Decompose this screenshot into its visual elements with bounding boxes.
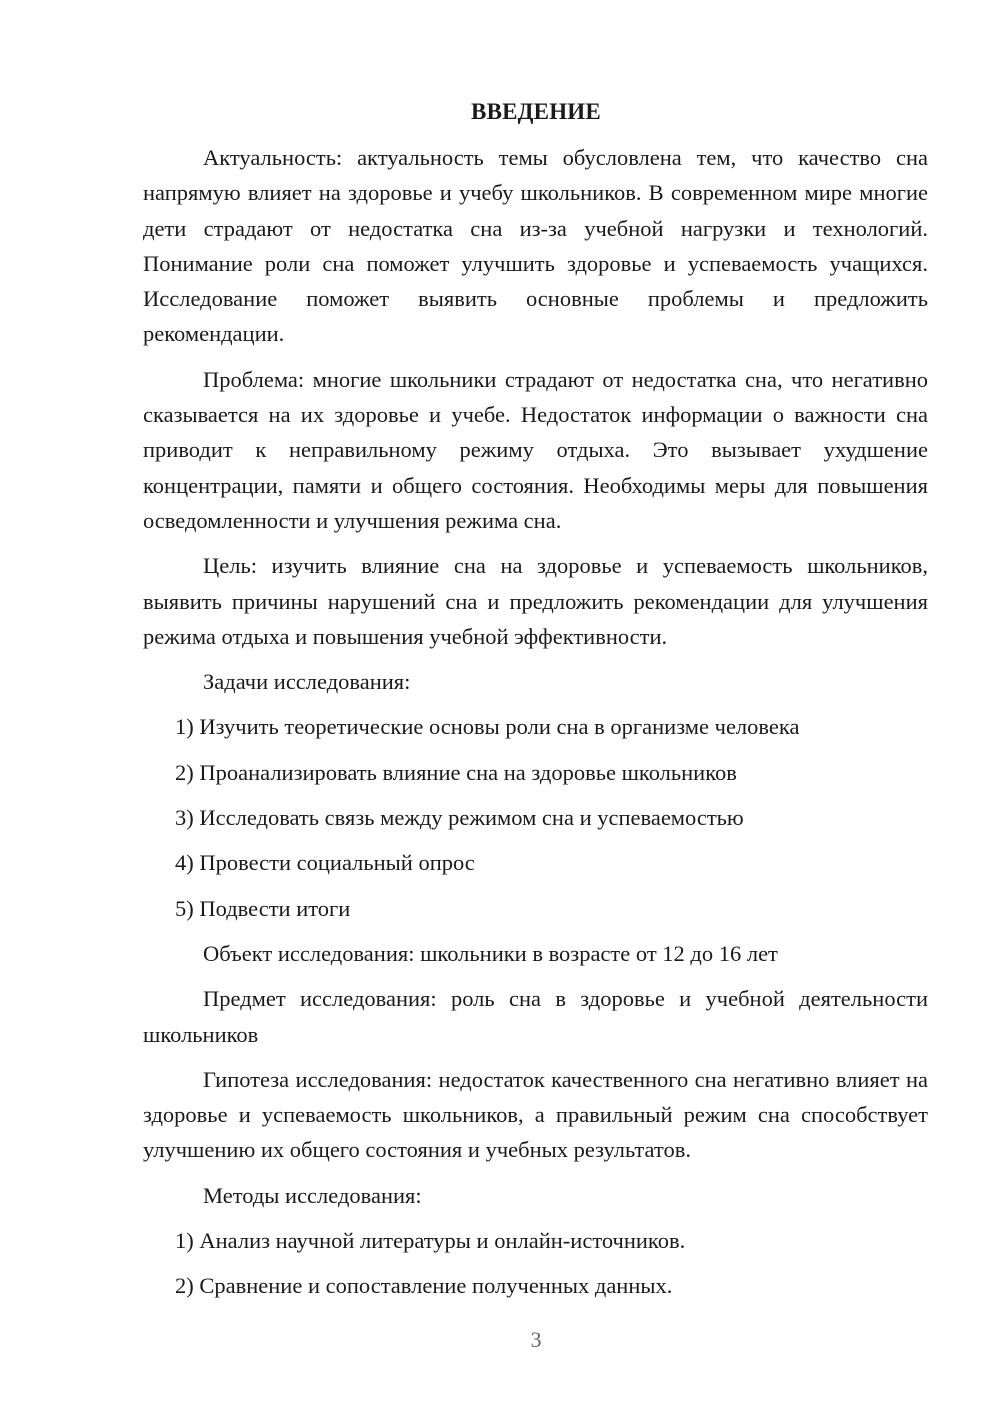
methods-list <box>143 1223 928 1304</box>
list-item: 4) Провести социальный опрос <box>175 850 475 876</box>
tasks-heading: Задачи исследования: <box>203 669 411 695</box>
list-item: 1) Анализ научной литературы и онлайн-источников. <box>175 1228 686 1254</box>
list-item: 5) Подвести итоги <box>175 895 351 921</box>
relevance-paragraph: Актуальность: актуальность темы обусловлена тем, что качество сна напрямую влияет на здоровье и учебу школьников. В современном мире многие дети страдают от недостатка сна из-за учебной нагрузки и технологий. Понимание роли сна поможет улучшить здоровье и успеваемость учащихся. Исследование поможет выявить основные проблемы и предложить рекомендации. <box>143 145 928 347</box>
list-item: 3) Исследовать связь между режимом сна и успеваемостью <box>175 805 744 831</box>
goal-paragraph: Цель: изучить влияние сна на здоровье и успеваемость школьников, выявить причины нарушений сна и предложить рекомендации для улучшения режима отдыха и повышения учебной эффективности. <box>143 553 928 649</box>
document-body <box>143 140 928 1314</box>
list-item: 1) Изучить теоретические основы роли сна в организме человека <box>175 714 800 740</box>
object-paragraph: Объект исследования: школьники в возрасте от 12 до 16 лет <box>203 940 778 966</box>
problem-paragraph: Проблема: многие школьники страдают от недостатка сна, что негативно сказывается на их здоровье и учебе. Недостаток информации о важности сна приводит к неправильному режиму отдыха. Это вызывает ухудшение концентрации, памяти и общего состояния. Необходимы меры для повышения осведомленности и улучшения режима сна. <box>143 366 928 533</box>
page-number: 3 <box>530 1327 542 1352</box>
tasks-list <box>143 709 928 925</box>
section-heading: ВВЕДЕНИЕ <box>471 99 601 124</box>
list-item: 2) Сравнение и сопоставление полученных данных. <box>175 1273 673 1299</box>
hypothesis-paragraph: Гипотеза исследования: недостаток качественного сна негативно влияет на здоровье и успеваемость школьников, а правильный режим сна способствует улучшению их общего состояния и учебных результатов. <box>143 1066 928 1163</box>
list-item: 2) Проанализировать влияние сна на здоровье школьников <box>175 759 737 785</box>
methods-heading: Методы исследования: <box>203 1182 422 1208</box>
subject-paragraph: Предмет исследования: роль сна в здоровье и учебной деятельности школьников <box>143 986 928 1047</box>
